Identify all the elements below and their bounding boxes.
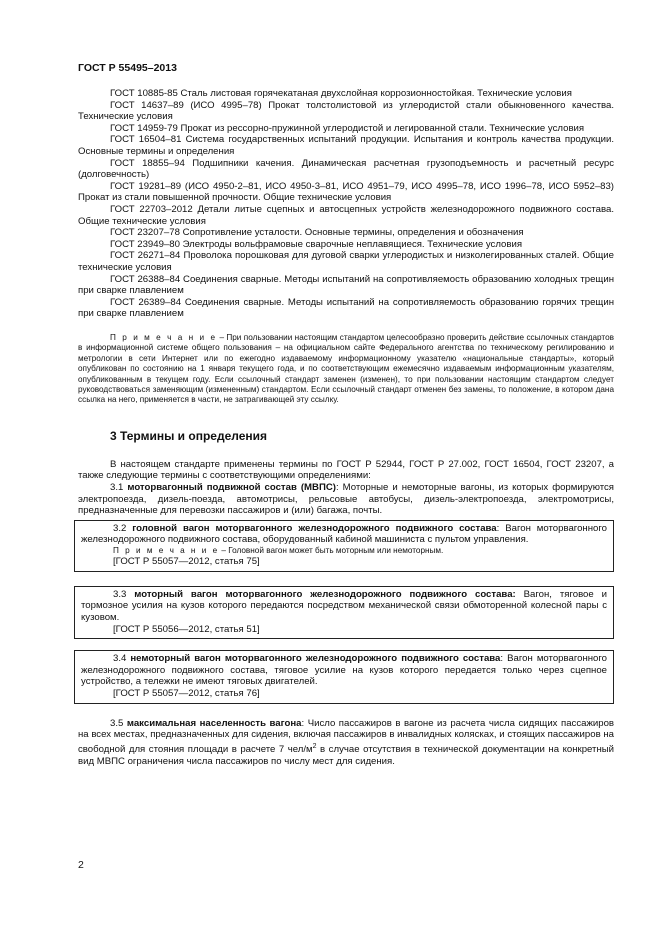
section-heading: 3 Термины и определения [110,428,268,443]
term-title: максимальная населенность вагона [126,717,302,729]
reference-item: ГОСТ 23207–78 Сопротивление усталости. Основные термины, определения и обозначения [110,227,524,239]
term-number: 3.2 [113,522,133,534]
term-title: немоторный вагон моторвагонного железнодорожного подвижного состава [130,653,501,665]
term-source: [ГОСТ Р 55057—2012, статья 75] [113,556,260,568]
reference-item: ГОСТ 26388–84 Соединения сварные. Методы испытаний на сопротивляемость образованию холодных трещин при сварке плавлением [78,273,614,297]
term-title: моторный вагон моторвагонного железнодорожного подвижного состава: [134,588,516,600]
references-note [78,333,614,406]
term-number: 3.3 [113,588,135,600]
term-number: 3.1 [110,481,128,493]
document-header: ГОСТ Р 55495–2013 [78,62,177,74]
reference-item: ГОСТ 18855–94 Подшипники качения. Динамическая расчетная грузоподъемность и расчетный ресурс (долговечность) [78,157,614,181]
term-source: [ГОСТ Р 55056—2012, статья 51] [113,623,260,635]
term-3-4 [81,653,607,688]
reference-item: ГОСТ 23949–80 Электроды вольфрамовые сварочные неплавящиеся. Технические условия [110,238,523,250]
normative-references-list [78,88,614,320]
term-number: 3.4 [113,653,131,665]
reference-item: ГОСТ 16504–81 Система государственных испытаний продукции. Испытания и контроль качества продукции. Основные термины и определения [78,134,614,157]
term-box-3-4 [74,650,614,703]
term-title: головной вагон моторвагонного железнодорожного подвижного состава [132,522,497,534]
term-definition: : Вагон моторвагонного железнодорожного подвижного состава, оборудованный кабиной машиниста с пультом управления. [81,522,607,546]
page-number: 2 [78,859,84,871]
term-box-3-2 [74,520,614,572]
reference-item: ГОСТ 26389–84 Соединения сварные. Методы испытаний на сопротивляемость образованию горячих трещин при сварке плавлением [78,296,614,320]
term-number: 3.5 [110,717,127,729]
note-label: П р и м е ч а н и е [113,545,220,555]
term-source: [ГОСТ Р 55057—2012, статья 76] [113,688,260,700]
note-text: – Головной вагон может быть моторным или немоторным. [219,545,444,555]
reference-item: ГОСТ 14637–89 (ИСО 4995–78) Прокат толстолистовой из углеродистой стали обыкновенного качества. Технические условия [78,99,614,123]
term-box-3-3 [74,586,614,639]
term-definition-cont: в случае отсутствия в технической документации на конкретный вид МВПС ограничения числа пассажиров по числу мест для сидения. [78,744,614,767]
reference-item: ГОСТ 10885-85 Сталь листовая горячекатаная двухслойная коррозионностойкая. Технические условия [110,88,572,99]
term-definition: : Вагон моторвагонного железнодорожного подвижного состава, тяговое усилие на кузов которого передается только через сцепное устройство, а тележки не имеют тяговых двигателей. [81,653,607,688]
term-3-1 [78,482,614,517]
term-3-2 [81,523,607,546]
page-content [78,88,614,767]
reference-item: ГОСТ 22703–2012 Детали литые сцепных и автосцепных устройств железнодорожного подвижного состава. Общие технические условия [78,203,614,227]
reference-item: ГОСТ 14959-79 Прокат из рессорно-пружинной углеродистой и легированной стали. Технические условия [110,122,585,134]
term-definition: : Моторные и немоторные вагоны, из которых формируются электропоезда, дизель-поезда, автомотрисы, рельсовые автобусы, дизель-электропоезда, электромотрисы, предназначенные для перевозки пассажиров и (или) багажа, почты. [78,481,614,517]
reference-item: ГОСТ 19281–89 (ИСО 4950-2–81, ИСО 4950-3–81, ИСО 4951–79, ИСО 4995–78, ИСО 1996–78, ИСО 5952–83) Прокат из стали повышенной прочности. Общие технические условия [78,180,614,204]
superscript: 2 [312,742,317,750]
term-definition: : Число пассажиров в вагоне из расчета числа сидящих пассажиров на всех местах, предназначенных для сидения, включая пассажиров в инвалидных колясках, и стоящих пассажиров на свободной для стояния площади в расчете 7 чел/м [78,717,614,755]
section-intro: В настоящем стандарте применены термины по ГОСТ Р 52944, ГОСТ Р 27.002, ГОСТ 16504, ГОСТ 23207, а также следующие термины с соответствующими определениями: [78,458,614,482]
term-3-3 [81,589,607,624]
term-note [81,546,607,556]
term-title: моторвагонный подвижной состав (МВПС) [127,481,336,493]
note-label: П р и м е ч а н и е [110,332,218,342]
reference-item: ГОСТ 26271–84 Проволока порошковая для дуговой сварки углеродистых и низколегированных сталей. Общие технические условия [78,250,614,273]
term-3-5 [78,718,614,768]
term-definition: Вагон, тяговое и тормозное усилия на кузов которого передаются посредством механической связи обмоторенной колесной пары с кузовом. [81,588,607,624]
note-text: – При пользовании настоящим стандартом целесообразно проверить действие ссылочных стандартов в информационной системе общего пользования – на официальном сайте Федерального агентства по техническому регилированию и метрологии в сети Интернет или по ежегодно издаваемому информационному указателю «национальные стандарты», который опубликован по состоянию на 1 января текущего года, и по соответствующим ежемесячно издаваемым информационным указателям, опубликованным в текущем году. Если ссылочный стандарт заменен (изменен), то при пользовании настоящим стандартом следует руководствоваться заменяющим (измененным) стандартом. Если ссылочный стандарт отменен без замены, то положение, в котором дана ссылка на него, применяется в части, не затрагивающей эту ссылку. [78,332,614,405]
